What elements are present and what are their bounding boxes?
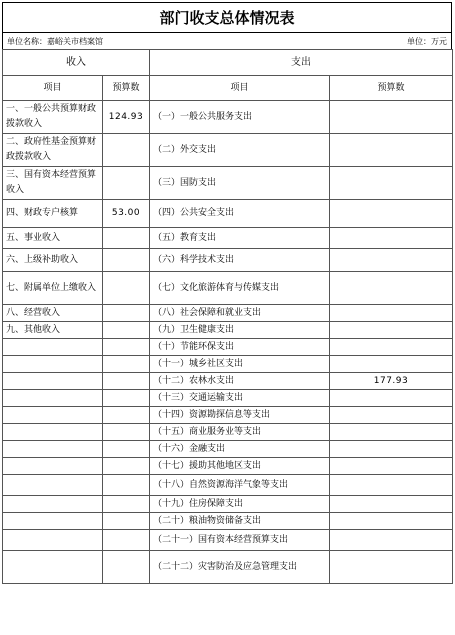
income-item-cell [3,339,103,356]
income-budget-cell [103,475,150,496]
table-row [3,272,453,305]
income-item-cell [3,458,103,475]
expense-budget-cell [330,134,453,167]
expense-budget-cell [330,530,453,551]
table-row [3,339,453,356]
income-budget-header: 预算数 [103,76,150,101]
table-row [3,513,453,530]
income-item-cell [3,373,103,390]
expense-budget-cell: 177.93 [330,373,453,390]
table-row [3,101,453,134]
expense-item-cell: （十九）住房保障支出 [150,496,330,513]
expense-item-cell: （十）节能环保支出 [150,339,330,356]
income-item-cell [3,390,103,407]
expense-item-cell: （六）科学技术支出 [150,249,330,272]
income-expense-table [2,49,453,584]
expense-item-cell: （十二）农林水支出 [150,373,330,390]
table-row [3,305,453,322]
expense-item-cell: （二十二）灾害防治及应急管理支出 [150,551,330,584]
table-row [3,134,453,167]
expense-item-cell: （九）卫生健康支出 [150,322,330,339]
income-item-cell: 五、事业收入 [3,228,103,249]
expense-item-cell: （四）公共安全支出 [150,200,330,228]
income-budget-cell [103,424,150,441]
expense-item-cell: （一）一般公共服务支出 [150,101,330,134]
income-budget-cell [103,272,150,305]
income-budget-cell [103,167,150,200]
expense-budget-cell [330,551,453,584]
income-item-cell [3,551,103,584]
expense-header: 支出 [150,50,453,76]
expense-item-cell: （十七）援助其他地区支出 [150,458,330,475]
income-item-header: 项目 [3,76,103,101]
expense-budget-cell [330,441,453,458]
table-row [3,228,453,249]
expense-budget-cell [330,305,453,322]
income-budget-cell [103,407,150,424]
table-row [3,373,453,390]
income-budget-cell [103,441,150,458]
expense-item-cell: （二）外交支出 [150,134,330,167]
table-row [3,200,453,228]
income-budget-cell [103,249,150,272]
table-row [3,407,453,424]
income-budget-cell [103,228,150,249]
expense-item-cell: （七）文化旅游体育与传媒支出 [150,272,330,305]
expense-item-header: 项目 [150,76,330,101]
unit-label: 单位：万元 [407,37,447,46]
income-item-cell [3,441,103,458]
income-budget-cell [103,373,150,390]
income-budget-cell [103,322,150,339]
expense-budget-cell [330,424,453,441]
income-header: 收入 [3,50,150,76]
expense-item-cell: （五）教育支出 [150,228,330,249]
table-row [3,322,453,339]
expense-budget-cell [330,200,453,228]
income-budget-cell [103,305,150,322]
income-budget-cell [103,530,150,551]
table-row [3,530,453,551]
income-item-cell [3,475,103,496]
table-row [3,249,453,272]
budget-sheet [2,2,452,584]
income-item-cell [3,356,103,373]
income-item-cell [3,407,103,424]
income-budget-cell [103,356,150,373]
income-item-cell [3,530,103,551]
table-body [3,101,453,584]
table-row [3,458,453,475]
expense-item-cell: （二十）粮油物资储备支出 [150,513,330,530]
income-budget-cell [103,496,150,513]
table-row [3,441,453,458]
income-budget-cell: 53.00 [103,200,150,228]
income-item-cell: 一、一般公共预算财政拨款收入 [3,101,103,134]
income-item-cell: 六、上级补助收入 [3,249,103,272]
meta-row [2,32,452,49]
expense-item-cell: （十八）自然资源海洋气象等支出 [150,475,330,496]
income-item-cell: 七、附属单位上缴收入 [3,272,103,305]
income-budget-cell: 124.93 [103,101,150,134]
page-title: 部门收支总体情况表 [2,2,452,32]
expense-budget-cell [330,496,453,513]
expense-item-cell: （十三）交通运输支出 [150,390,330,407]
income-budget-cell [103,458,150,475]
expense-budget-cell [330,272,453,305]
income-item-cell: 四、财政专户核算 [3,200,103,228]
table-group-header [3,50,453,76]
income-budget-cell [103,339,150,356]
income-item-cell [3,424,103,441]
income-item-cell [3,496,103,513]
income-item-cell [3,513,103,530]
expense-budget-cell [330,339,453,356]
income-budget-cell [103,513,150,530]
table-column-header [3,76,453,101]
unit-name: 单位名称：嘉峪关市档案馆 [7,37,103,46]
table-row [3,424,453,441]
income-budget-cell [103,134,150,167]
expense-item-cell: （十一）城乡社区支出 [150,356,330,373]
table-row [3,496,453,513]
income-budget-cell [103,551,150,584]
expense-budget-cell [330,228,453,249]
income-item-cell: 八、经营收入 [3,305,103,322]
income-item-cell: 九、其他收入 [3,322,103,339]
expense-item-cell: （二十一）国有资本经营预算支出 [150,530,330,551]
expense-budget-header: 预算数 [330,76,453,101]
expense-budget-cell [330,167,453,200]
expense-budget-cell [330,356,453,373]
expense-item-cell: （三）国防支出 [150,167,330,200]
table-row [3,475,453,496]
expense-item-cell: （十五）商业服务业等支出 [150,424,330,441]
table-row [3,390,453,407]
income-item-cell: 二、政府性基金预算财政拨款收入 [3,134,103,167]
expense-item-cell: （八）社会保障和就业支出 [150,305,330,322]
expense-budget-cell [330,407,453,424]
expense-item-cell: （十六）金融支出 [150,441,330,458]
income-budget-cell [103,390,150,407]
expense-item-cell: （十四）资源勘探信息等支出 [150,407,330,424]
table-row [3,356,453,373]
table-row [3,167,453,200]
table-row [3,551,453,584]
expense-budget-cell [330,249,453,272]
expense-budget-cell [330,390,453,407]
expense-budget-cell [330,101,453,134]
expense-budget-cell [330,322,453,339]
expense-budget-cell [330,475,453,496]
expense-budget-cell [330,458,453,475]
expense-budget-cell [330,513,453,530]
income-item-cell: 三、国有资本经营预算收入 [3,167,103,200]
